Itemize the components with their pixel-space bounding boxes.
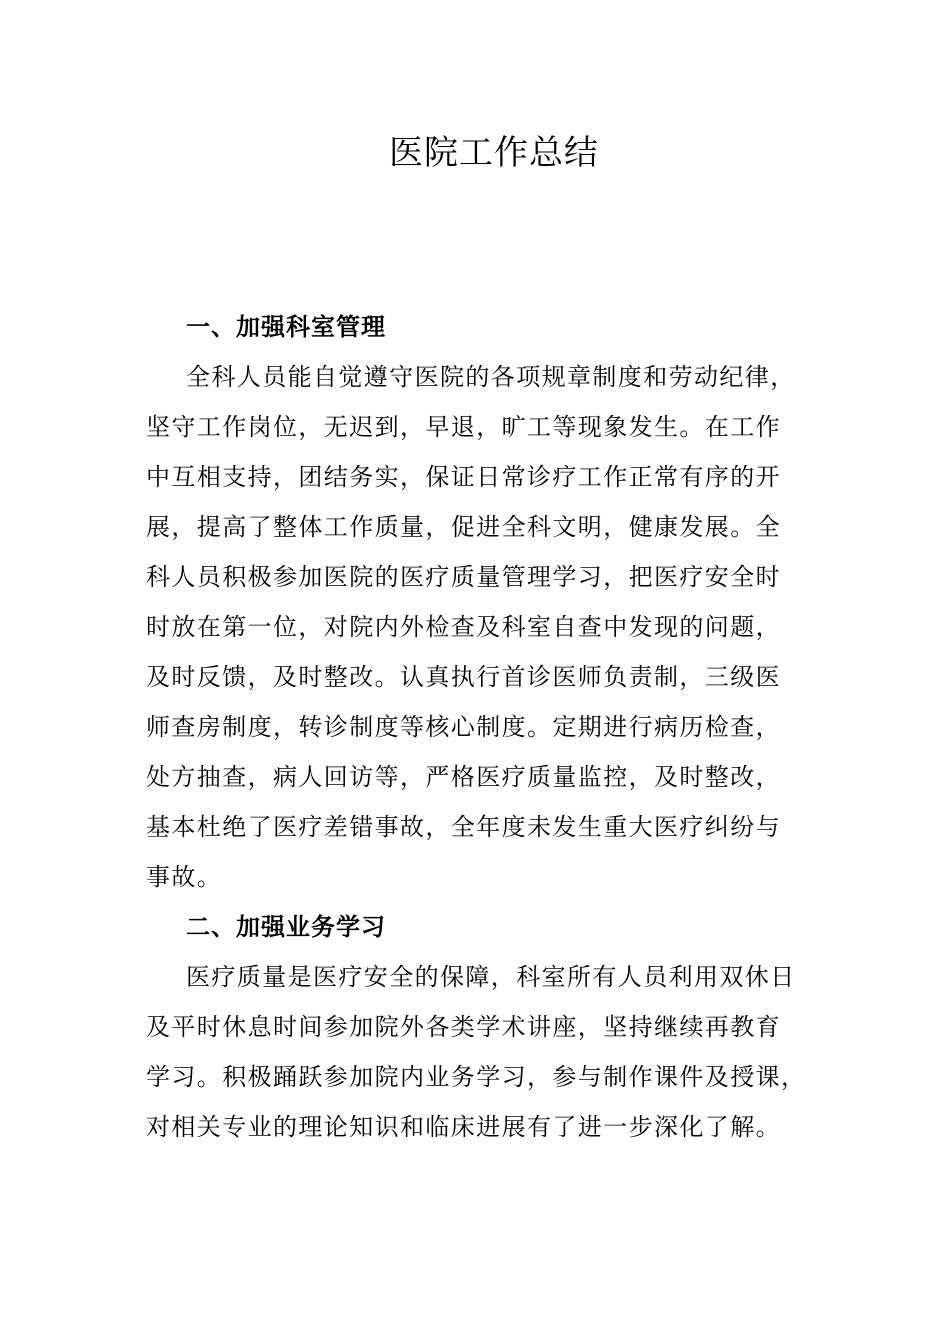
paragraph-line: 基本杜绝了医疗差错事故，全年度未发生重大医疗纠纷与 — [146, 813, 781, 841]
paragraph-line: 医疗质量是医疗安全的保障，科室所有人员利用双休日 — [186, 963, 796, 991]
paragraph-line: 全科人员能自觉遵守医院的各项规章制度和劳动纪律， — [186, 363, 796, 391]
paragraph-line: 处方抽查，病人回访等，严格医疗质量监控，及时整改， — [146, 763, 781, 791]
paragraph-line: 科人员积极参加医院的医疗质量管理学习，把医疗安全时 — [146, 563, 781, 591]
section-heading: 一、加强科室管理 — [186, 312, 386, 341]
paragraph-line: 及平时休息时间参加院外各类学术讲座，坚持继续再教育 — [146, 1013, 781, 1041]
paragraph-line: 事故。 — [146, 863, 223, 891]
paragraph-line: 坚守工作岗位，无迟到，早退，旷工等现象发生。在工作 — [146, 413, 781, 441]
paragraph-line: 中互相支持，团结务实，保证日常诊疗工作正常有序的开 — [146, 463, 781, 491]
paragraph-line: 对相关专业的理论知识和临床进展有了进一步深化了解。 — [146, 1113, 781, 1141]
section-heading: 二、加强业务学习 — [186, 912, 386, 941]
document-body — [146, 302, 806, 1152]
document-title: 医院工作总结 — [389, 133, 599, 173]
paragraph-line: 学习。积极踊跃参加院内业务学习，参与制作课件及授课， — [146, 1063, 807, 1091]
paragraph-line: 展，提高了整体工作质量，促进全科文明，健康发展。全 — [146, 513, 781, 541]
paragraph-line: 时放在第一位，对院内外检查及科室自查中发现的问题， — [146, 613, 781, 641]
paragraph-line: 及时反馈，及时整改。认真执行首诊医师负责制，三级医 — [146, 663, 781, 691]
paragraph-line: 师查房制度，转诊制度等核心制度。定期进行病历检查， — [146, 713, 781, 741]
